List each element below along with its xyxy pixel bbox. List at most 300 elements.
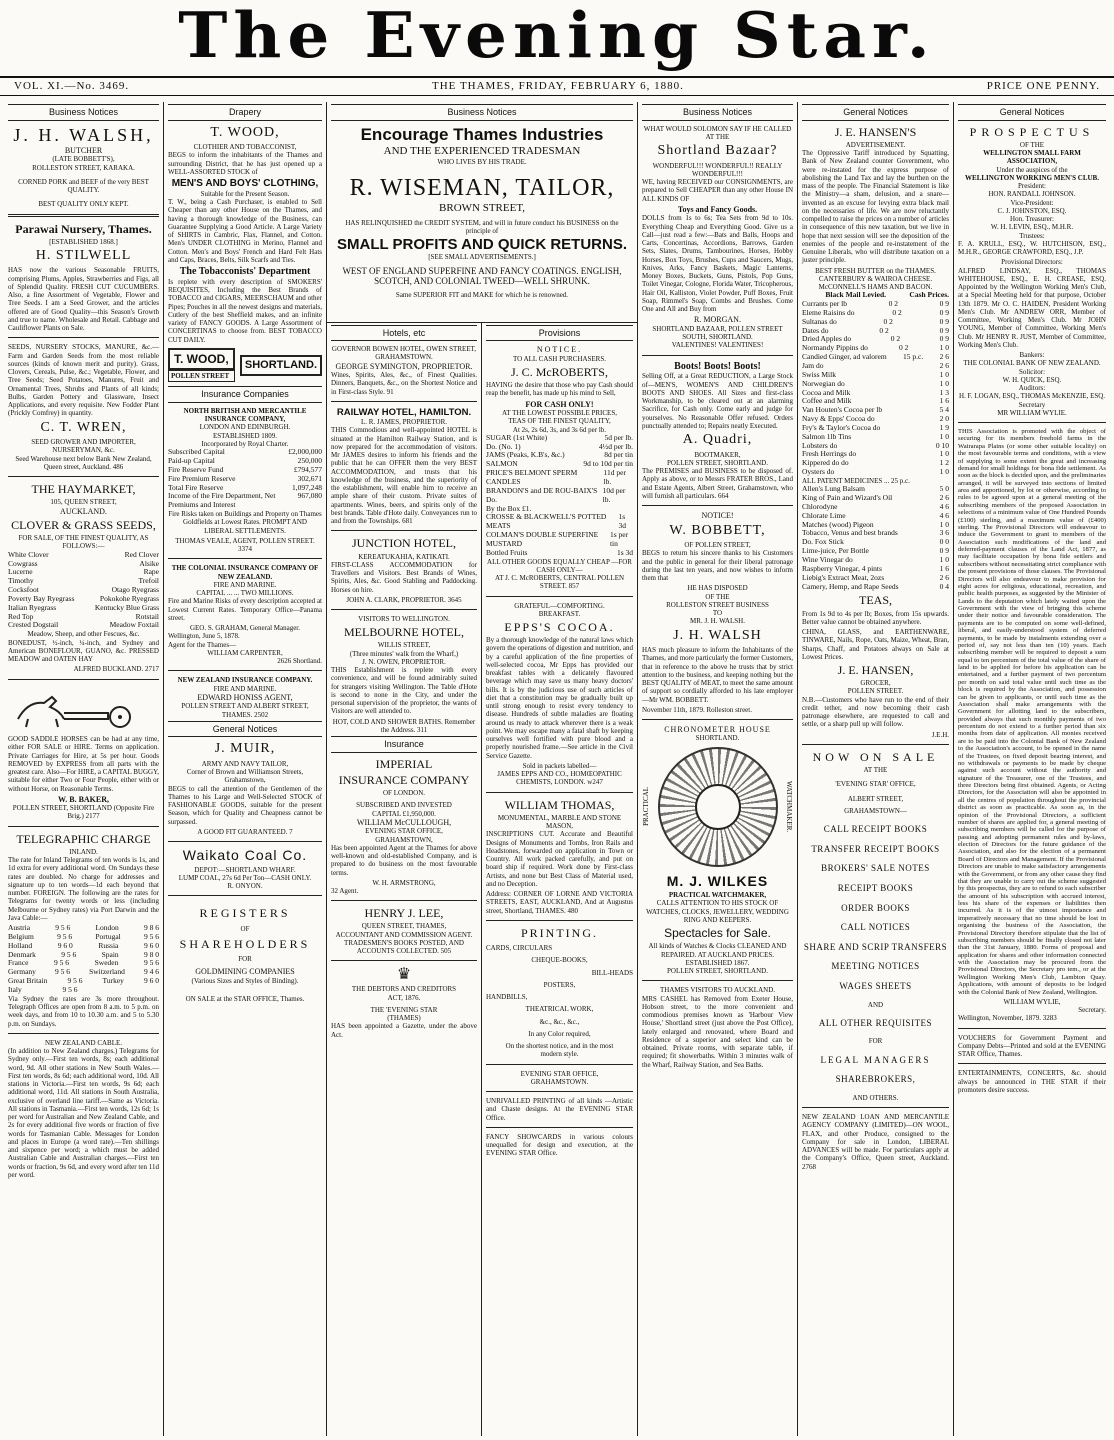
solicitor: W. H. QUICK, ESQ. <box>1002 375 1062 384</box>
wiseman-west: WEST OF ENGLAND SUPERFINE AND FANCY COATINGS. ENGLISH, SCOTCH, AND COLONIAL TWEED—WELL SHRUNK. <box>342 265 622 287</box>
price-row-cell: 0 2 <box>890 334 901 344</box>
price-row-cell: 0 4 <box>939 581 949 591</box>
walsh-late: (LATE BOBBETT'S), <box>52 155 115 164</box>
telegraph-rates <box>8 924 159 995</box>
book-item: RECEIPT BOOKS <box>837 882 914 893</box>
rate-row-cell: 9 5 6 <box>143 958 159 968</box>
muir-trade: ARMY AND NAVY TAILOR, <box>201 759 289 768</box>
china: CHINA, GLASS, and EARTHENWARE, TINWARE, Nails, Rope, Oats, Maize, Wheat, Bran, Sharps, Chaff, and Potatoes always on Sale at Lowest Prices. <box>802 628 949 661</box>
price-row-cell: 1 0 <box>939 431 949 441</box>
rate-row-cell: 9 6 0 <box>143 940 159 950</box>
toys-text: DOLLS from 1s to 6s; Tea Sets from 9d to 10s. Everything Cheap and Everything Good. Give us a Call—just read a few:—Bats and Balls, Hoops and Carts, Concertinas, Accordions, Barrows, Garden Sets, Slates, Drums, Tambourines, Horses, Hobby Horses, Box Toys, Brushes, Cups and Saucers, Mugs, Knives, Arks, Fancy Baskets, Magic Lanterns, Money Boxes, Buckets, Guns, Pistols, Pop Guns, Toilet Vinegar, Cologne, Florida Water, Tricopherous, Hair Oil, Kalliston, Violet Powder, Puff Boxes, Fruit Soap, Rimmel's Soap, Combs and Brushes. Come One and All and Buy from <box>642 214 793 314</box>
price-row-cell: SALMON <box>486 459 518 469</box>
divider <box>642 980 793 981</box>
quadri-text: The PREMISES and BUSINESS to be disposed of. Apply as above, or to Messrs FRATER BROS., Land and Estate Agents, Albert Street, Grahamstown, who will furnish all particulars. 664 <box>642 467 793 500</box>
act: ACT, 1876. <box>387 993 421 1002</box>
parawai-established: [ESTABLISHED 1868.] <box>49 237 118 246</box>
inland: INLAND. <box>69 847 98 856</box>
divider <box>331 609 477 610</box>
gazette: HAS been appointed a Gazette, under the above Act. <box>331 1022 477 1039</box>
wiseman-has: HAS RELINQUISHED the CREDIT SYSTEM, and will in future conduct his BUSINESS on the principle of <box>345 219 619 236</box>
price-row-cell: Candied Ginger, ad valorem <box>802 352 887 362</box>
nb-agent: THOMAS VEALE, AGENT, POLLEN STREET. 3374 <box>175 536 315 554</box>
lee-addr: QUEEN STREET, THAMES, <box>361 922 447 931</box>
price-row-cell: 0 9 <box>939 334 949 344</box>
junction-hotel: JUNCTION HOTEL, <box>352 536 456 551</box>
solicitor-t: Solicitor: <box>1018 367 1046 376</box>
junction-addr: KEREATUKAHIA, KATIKATI. <box>358 552 450 561</box>
nb: N.B.—Customers who have run to the end of their credit tether, and now becoming their cash patronage elsewhere, are requested to call and settle, or a sharp pull up will follow. <box>802 695 949 729</box>
rate-row-cell: Austria <box>8 923 31 933</box>
mcr-text: HAVING the desire that those who pay Cash should reap the benefit, has made up his mind to Sell, <box>486 381 633 398</box>
debtors: THE DEBTORS AND CREDITORS <box>351 985 457 994</box>
newspaper-title: The Evening Star. <box>178 0 936 73</box>
issue-date: THE THAMES, FRIDAY, FEBRUARY 6, 1880. <box>432 80 684 93</box>
book-item: ORDER BOOKS <box>841 902 910 913</box>
price-row <box>486 513 633 531</box>
rate-row <box>8 977 159 986</box>
wwmc: WELLINGTON WORKING MEN'S CLUB. <box>965 173 1099 182</box>
cable-text: (In addition to New Zealand charges.) Telegrams for Sydney only.—First ten words, 8s; each additional word, 9d. All other stations in New South Wales.—First ten words, 8s 6d; each additional word, 10d. All stations in Victoria.—First ten words, 9s 6d; each additional word, 11d. All stations in South Australia, exclusive of overland line tariff.—Same as Victoria. All stations in Tasmania.—First ten words, 12s 6d; 1s per word for Australian and New Zealand Cable, and 2s for every additional five words or fraction of five words for Tasmanian Cable. Messages for London and places in Europe (a word rate).—Ten shillings and sixpence per word; a which must be added Australian Cable and Australian charges.—First ten words or fraction, 9s 6d, and every word after ten 11d per word. <box>8 1047 159 1179</box>
walsh-trade: BUTCHER <box>64 145 103 155</box>
allkinds: All kinds of Watches & Clocks CLEANED AND REPAIRED. AT AUCKLAND PRICES. <box>648 942 787 959</box>
gov-hotel: GOVERNOR BOWEN HOTEL, OWEN STREET, GRAHAMSTOWN. <box>331 345 477 362</box>
president: HON. RANDALL JOHNSON. <box>988 190 1076 199</box>
sec: Secretary. <box>1078 1006 1106 1015</box>
price-row-cell: Do. (No. 1) <box>486 441 521 451</box>
haymarket-addr: 105, QUEEN STREET, <box>50 498 117 507</box>
teaprices: At 2s, 2s 6d, 3s, and 3s 6d per lb. <box>512 425 607 434</box>
waikato-onyon: R. ONYON. <box>227 882 263 891</box>
bootmaker: BOOTMAKER, <box>694 450 741 459</box>
rate-row-cell: 9 6 0 <box>57 940 73 950</box>
trustees: F. A. KRULL, ESQ., W. HUTCHISON, ESQ., M.H.R., GEORGE CRAWFORD, ESQ., J.P. <box>958 239 1106 257</box>
rate-row-cell: Great Britain <box>8 976 48 986</box>
junction-text: FIRST-CLASS ACCOMMODATION for Travellers and Visitors. Best Brands of Wines, Spirits, Ales, &c. Good Stabling and Paddocking. Horses on hire. <box>331 560 477 594</box>
price-row-cell: 0 2 <box>888 299 898 309</box>
divider <box>486 1127 633 1128</box>
capital-row-cell: 967,080 <box>297 491 322 501</box>
colonial-title: THE COLONIAL INSURANCE COMPANY OF NEW ZEALAND. <box>171 564 319 581</box>
book-item: BROKERS' SALE NOTES <box>821 863 930 874</box>
rate-row-cell: 9 5 6 <box>143 931 159 941</box>
divider <box>168 558 322 559</box>
cashel: MRS CASHEL has Removed from Exeter House, Hobson street, to the more convenient and commodious premises known as 'Harbour View House,' Shortland street (just above the Post Office), lately enlarged and renovated, where Board and Residence of a superior and select kind can be obtained. Private rooms, with separate table, if required; fit showerbaths. Within 3 minutes walk of the Wharf, Railway Station, and Sea Baths. <box>642 994 793 1069</box>
wren-sub: SEED GROWER AND IMPORTER, NURSERYMAN, &c. <box>31 438 136 455</box>
divider <box>486 920 633 921</box>
epps-text: By a thorough knowledge of the natural laws which govern the operations of digestion and nutrition, and by a careful application of the fine properties of well-selected cocoa, Mr Epps has provided our breakfast tables with a delicately flavoured beverage which may save us many heavy doctors' bills. It is by the judicious use of such articles of diet that a constitution may be gradually built up until strong enough to resist every tendency to disease. Hundreds of subtle maladies are floating around us ready to attack wherever there is a weak point. We may escape many a fatal shaft by keeping ourselves well fortified with pure blood and a properly nourished frame.—See article in the Civil Service Gazette. <box>486 636 633 760</box>
price-row-cell: Allen's Lung Balsam <box>802 484 866 494</box>
price-row-cell: Jam do <box>802 361 824 371</box>
rate-row <box>8 951 159 960</box>
agent: 32 Agent. <box>331 887 359 896</box>
divider <box>486 1091 633 1092</box>
divider <box>8 214 159 217</box>
price-row-cell: 2 6 <box>939 493 949 503</box>
price-row-cell: 1 0 <box>939 378 949 388</box>
seed-row-cell: Rotstail <box>135 611 159 621</box>
wonderful: WONDERFUL!!! WONDERFUL!! REALLY WONDERFUL!!! <box>652 161 783 178</box>
ofthe: OF THE <box>1019 140 1045 149</box>
morgan-addr: SHORTLAND BAZAAR, POLLEN STREET SOUTH, SHORTLAND. <box>652 324 783 341</box>
book-item: CALL NOTICES <box>840 922 911 933</box>
seed-row-cell: Crested Dogstail <box>8 620 59 630</box>
price-head-cash: Cash Prices. <box>909 290 949 300</box>
price-row-cell: 15 p.c. <box>903 352 924 362</box>
column-5 <box>798 102 954 1436</box>
seed-row-cell: Poverty Bay Ryegrass <box>8 593 75 603</box>
registers-for: FOR <box>238 955 252 964</box>
valentines: VALENTINES! VALENTINES! <box>671 341 764 350</box>
price-row-cell: SUGAR (1st White) <box>486 432 548 442</box>
section-header: General Notices <box>168 721 322 738</box>
price-row-cell: 2 0 <box>939 414 949 424</box>
agent-for: Agent for the Thames— <box>168 640 237 649</box>
atmcr: AT J. C. McROBERTS, CENTRAL POLLEN STREET. 857 <box>494 574 625 591</box>
price-row-cell: Normandy Pippins do <box>802 343 868 353</box>
seed-row-cell: Pokokohe Ryegrass <box>99 593 159 603</box>
colonial-text: Fire and Marine Risks of every description accepted at Lowest Current Rates. Temporary Office—Panama street. <box>168 597 322 622</box>
wiseman-see: [SEE SMALL ADVERTISEMENTS.] <box>428 253 536 262</box>
wiseman-ad <box>327 125 637 323</box>
rate-row-cell: Sweden <box>94 958 119 968</box>
trustees-t: Trustees: <box>1019 231 1045 240</box>
allother: ALL OTHER REQUISITES <box>818 1017 933 1028</box>
wgtn: Wellington, November, 1879. 3283 <box>958 1014 1057 1023</box>
section-header: Business Notices <box>8 104 159 121</box>
volume-number: VOL. XI.—No. 3469. <box>14 80 130 93</box>
monumental: MONUMENTAL, MARBLE AND STONE MASON, <box>497 813 622 831</box>
capital-row-cell: £794,577 <box>293 464 322 474</box>
wood-stamp <box>168 348 322 382</box>
divider <box>8 826 159 827</box>
stamp-street: POLLEN STREET <box>168 370 235 382</box>
price-row-cell: 2 6 <box>939 352 949 362</box>
butter: BEST FRESH BUTTER on the THAMES. CANTERBURY & WAIROA CHEESE. McCONNELL'S HAMS AND BACON. <box>815 266 936 292</box>
goldmining: GOLDMINING COMPANIES <box>195 967 295 977</box>
divider <box>802 744 949 745</box>
nb-capital-table <box>168 448 322 510</box>
books-list <box>802 824 949 991</box>
price-row-cell: 1 3 <box>939 387 949 397</box>
wood-text: BEGS to inform the inhabitants of the Thames and surrounding District, that he has just opened up a WELL-ASSORTED STOCK of <box>168 151 322 176</box>
sharebrokers: SHAREBROKERS, <box>835 1074 916 1085</box>
to: TO <box>712 609 723 618</box>
disposed: HE HAS DISPOSED <box>687 584 748 593</box>
price-row-cell: Eleme Raisins do <box>802 307 855 317</box>
price-row-cell: Oysters do <box>802 467 835 477</box>
divider <box>331 960 477 961</box>
telegraph-title: TELEGRAPHIC CHARGE <box>16 831 151 846</box>
carpenter: WILLIAM CARPENTER, <box>207 648 283 657</box>
thomas: WILLIAM THOMAS, <box>504 797 615 812</box>
price-row-cell: 1 0 <box>939 449 949 459</box>
others: AND OTHERS. <box>852 1093 899 1102</box>
rate-row-cell: 9 4 6 <box>143 967 159 977</box>
tocash: TO ALL CASH PURCHASERS. <box>513 354 606 363</box>
teas-text: From 1s 9d to 4s per lb; Boxes, from 15s upwards. Better value cannot be obtained anywhere. <box>802 609 949 626</box>
wsfa: WELLINGTON SMALL FARM ASSOCIATION, <box>983 149 1081 166</box>
morgan: R. MORGAN. <box>694 315 741 325</box>
rate-row-cell: 9 6 0 <box>143 976 159 986</box>
seed-row-cell: Kentucky Blue Grass <box>94 602 159 612</box>
wiseman-same: Same SUPERIOR FIT and MAKE for which he is renowned. <box>395 290 569 299</box>
cheque: CHEQUE-BOOKS, <box>531 956 588 965</box>
jhwalsh: J. H. WALSH <box>673 627 762 643</box>
seed-row-cell: Alsike <box>139 558 159 568</box>
president-t: President: <box>1018 182 1046 191</box>
cards: CARDS, CIRCULARS <box>486 944 553 953</box>
column-3-left <box>327 323 482 1436</box>
imperial: IMPERIAL <box>375 756 433 771</box>
price-row-cell: 2 6 <box>939 361 949 371</box>
price-row-cell: Matches (wood) Pigeon <box>802 519 874 529</box>
wood-trade: CLOTHIER AND TOBACCONIST, <box>193 143 297 152</box>
capital-row-cell: 302,671 <box>297 473 322 483</box>
column-2 <box>164 102 327 1436</box>
divider <box>168 841 322 842</box>
muir-fit: A GOOD FIT GUARANTEED. 7 <box>197 827 293 836</box>
registers: REGISTERS <box>199 906 291 921</box>
encourage-title: Encourage Thames Industries <box>360 124 604 144</box>
seed-row <box>8 621 159 630</box>
price-row <box>486 487 633 505</box>
rate-row-cell: 9 8 6 <box>144 923 159 933</box>
column-3-split <box>327 323 637 1436</box>
quadri-addr: POLLEN STREET, SHORTLAND. <box>667 458 768 467</box>
rate-row-cell: Portugal <box>95 931 121 941</box>
symington-text: Wines, Spirits, Ales, &c., of Finest Qualities. Dinners, Banquets, &c., on the Shortest Notice and in First-class Style. 91 <box>331 371 477 396</box>
lee-trade: ACCOUNTANT AND COMMISSION AGENT. <box>335 930 473 939</box>
divider <box>8 1033 159 1034</box>
wood-name: T. WOOD, <box>210 124 280 140</box>
price-row-cell: 0 2 <box>892 307 902 317</box>
price-row-cell: 1 0 <box>939 554 949 564</box>
wood-text2: T. W., being a Cash Purchaser, is enabled to Sell Cheaper than any other House on the Thames, and having a thorough knowledge of the Business, can Guarantee Supplying a Good Article. A Large Variety of SHIRTS in Cambric, Flax, Flannel, and Cotton. Men's UNDER CLOTHING in Merino, Flannel and Cotton. Men's and Boys' French and Hard Felt Hats and Caps, Braces, Belts, Silk Scarfs and Ties. <box>168 198 322 264</box>
crest-icon: ♛ <box>396 966 412 984</box>
capital-row-cell: Paid-up Capital <box>168 456 215 466</box>
owen: J. N. OWEN, PROPRIETOR. <box>362 657 446 666</box>
color: In any Color required, <box>528 1029 591 1038</box>
price-row-cell: 1 0 <box>939 467 949 477</box>
encourage-sub: AND THE EXPERIENCED TRADESMAN <box>383 144 581 157</box>
seed-row-cell: Otago Ryegrass <box>111 585 159 595</box>
column-1 <box>4 102 164 1436</box>
jepps: JAMES EPPS AND CO., HOMŒOPATHIC CHEMISTS, LONDON. w247 <box>497 770 622 787</box>
rate-row-cell: Germany <box>8 967 36 977</box>
onsale: ON SALE at the STAR OFFICE, Thames. <box>185 994 305 1003</box>
price-row-cell: 4 6 <box>939 501 949 511</box>
auspices: Under the auspices of the <box>996 165 1068 174</box>
james: L. R. JAMES, PROPRIETOR. <box>360 418 448 427</box>
capital-row-cell: Income of the Fire Department, Net Premiums and Interest <box>168 491 276 510</box>
est1867: ESTABLISHED 1867. <box>685 958 750 967</box>
price-row-cell: Tobacco, Venus and best brands <box>802 528 898 538</box>
price-row-cell: Cocoa and Milk <box>802 387 851 397</box>
price-row-cell: Fresh Herrings do <box>802 449 857 459</box>
nb-est: ESTABLISHED 1809. <box>213 431 277 440</box>
divider <box>331 530 477 531</box>
thames: (THAMES) <box>387 1014 421 1023</box>
price-row-cell: BRANDON'S and DE ROU-BAIX'S Do. <box>486 485 598 504</box>
watches: WATCHES, CLOCKS, JEWELLERY, WEDDING RING AND KEEPERS. <box>646 907 789 924</box>
theatrical: THEATRICAL WORK, <box>525 1005 594 1014</box>
visitors-wellington: VISITORS TO WELLINGTON. <box>358 615 450 624</box>
price-row <box>486 549 633 558</box>
price-row-cell: 0 10 <box>935 440 949 450</box>
rate-row-cell: France <box>8 958 29 968</box>
columns <box>4 102 1110 1436</box>
divider <box>331 900 477 901</box>
prov: ALFRED LINDSAY, ESQ., THOMAS WHITEHOUSE, ESQ., E. H. CREASE, ESQ. Appointed by the Wellington Working Men's Club, at a Special Meeting held for that purpose, October 13th 1879. Mr O. C. HAIDEN, President Working Men's Club. Mr ANDREW ORR, Member of Committee, Working Men's Club. Mr JOHN YOUNG, Member of Committee, Working Men's Club. Mr HENRY R. JUST, Member of Committee, Working Men's Club. <box>958 266 1106 349</box>
divider <box>958 422 1106 423</box>
seed-row-cell: Italian Ryegrass <box>8 602 57 612</box>
divider <box>331 401 477 402</box>
rate-row-cell: 9 8 0 <box>143 949 159 959</box>
dateline <box>0 76 1114 96</box>
price-row-cell: Chlorodyne <box>802 501 838 511</box>
price-row-cell: Swiss Milk <box>802 369 836 379</box>
seed-row-cell: Cowgrass <box>8 558 38 568</box>
notice: NOTICE! <box>701 511 734 521</box>
treas-t: Hon. Treasurer: <box>1010 215 1054 224</box>
toys: Toys and Fancy Goods. <box>677 204 758 214</box>
rate-row-cell: Turkey <box>102 976 124 986</box>
clover-title: CLOVER & GRASS SEEDS, <box>11 518 156 533</box>
baker-addr: POLLEN STREET, SHORTLAND (Opposite Fire Brig.) 2177 <box>12 804 155 821</box>
section-header: Drapery <box>168 104 322 121</box>
price-row-cell: CROSSE & BLACKWELL'S POTTED MEATS <box>486 512 607 531</box>
price-row-cell: Lime-juice, Per Bottle <box>802 546 869 556</box>
capital-row <box>168 492 322 510</box>
section-header: Business Notices <box>642 104 793 121</box>
price-row-cell: Raspberry Vinegar, 4 pints <box>802 563 882 573</box>
price-row-cell: By the Box £1. <box>486 503 532 513</box>
seed-row-cell: Rape <box>143 567 159 577</box>
hansen-prices-2 <box>802 485 949 591</box>
vp-t: Vice-President: <box>1010 198 1054 207</box>
price-row-cell: 5 4 <box>939 405 949 415</box>
book-item: MEETING NOTICES <box>831 961 920 972</box>
vp: C. J. JOHNSTON, ESQ. <box>997 206 1067 215</box>
waikato-depot: DEPOT:—SHORTLAND WHARF. <box>194 865 296 874</box>
price-row-cell: 0 9 <box>939 299 949 309</box>
chrono: CHRONOMETER HOUSE <box>664 725 771 735</box>
walsh-line1: CORNED PORK and BEEF of the very BEST QUALITY. <box>18 177 149 195</box>
telegraph-text: The rate for Inland Telegrams of ten words is 1s, and 1d extra for every additional word. On Sundays these rates are doubled. No charge for addresses and signature up to ten words—1d each beyond that number. FOREIGN. The following are the rates for Telegrams for twenty words or less (including Melbourne or Sydney rates) via Port Darwin and the Java Cable:— <box>8 856 159 922</box>
sold: Sold in packets labelled— <box>522 761 597 770</box>
price-row-cell: Dates do <box>802 325 829 335</box>
rate-row-cell: Denmark <box>8 949 36 959</box>
allother: ALL OTHER GOODS EQUALLY CHEAP —FOR CASH ONLY— <box>487 557 632 574</box>
capital-row-cell: 250,000 <box>297 456 322 466</box>
armstrong: W. H. ARMSTRONG, <box>372 878 436 887</box>
rate-row-cell: 9 5 6 <box>54 958 70 968</box>
capital-row-cell: £2,000,000 <box>288 447 322 457</box>
price-row-cell: 0 2 <box>879 325 889 335</box>
capital-row-cell: Fire Reserve Fund <box>168 464 224 474</box>
stilwell-name: H. STILWELL <box>35 247 132 263</box>
symington: GEORGE SYMINGTON, PROPRIETOR. <box>335 361 473 371</box>
divider <box>486 792 633 793</box>
nb-title: NORTH BRITISH AND MERCANTILE INSURANCE COMPANY, <box>183 406 307 424</box>
albert: ALBERT STREET, <box>847 794 904 803</box>
section-header: Hotels, etc <box>331 325 477 342</box>
rate-row-cell: 9 5 6 <box>61 949 77 959</box>
horses-text: GOOD SADDLE HORSES can be had at any time, either FOR SALE or HIRE. Terms on application. Private Carriages for Hire, at 5s per hour. Goods REMOVED by EXPRESS from all parts with the greatest care. Also—For HIRE, a CAPITAL BUGGY, suitable for either Two or Four People, either with or without Horse, on Reasonable Terms. <box>8 735 159 793</box>
book-item: SHARE AND SCRIP TRANSFERS <box>803 941 948 952</box>
nzins-fm: FIRE AND MARINE. <box>213 684 277 693</box>
wilkes: M. J. WILKES <box>666 872 769 889</box>
clark: JOHN A. CLARK, PROPRIETOR. 3645 <box>346 595 462 604</box>
for: FOR <box>868 1037 883 1046</box>
auditors: H. F. LOGAN, ESQ., THOMAS McKENZIE, ESQ. <box>958 392 1106 401</box>
price-row-cell: Norwegian do <box>802 378 845 388</box>
price-row-cell: 1 6 <box>939 563 949 573</box>
book-item: WAGES SHEETS <box>839 980 912 991</box>
nb-inc: Incorporated by Royal Charter. <box>201 439 289 448</box>
rolleston: ROLLESTON STREET BUSINESS <box>666 600 769 609</box>
auckland: AUCKLAND. <box>60 506 107 516</box>
muir-name: J. MUIR, <box>214 741 276 757</box>
solomon: WHAT WOULD SOLOMON SAY IF HE CALLED AT THE <box>643 124 792 141</box>
price-head-levied: Black Mail Levied. <box>825 290 887 300</box>
graham2: GRAHAMSTOWN. <box>530 1077 589 1086</box>
price-row-cell: Sultanas do <box>802 316 837 326</box>
auditors-t: Auditors: <box>1018 384 1046 393</box>
imperial-co: INSURANCE COMPANY <box>338 772 470 787</box>
masthead <box>0 0 1114 73</box>
star: THE 'EVENING STAR <box>370 1005 438 1014</box>
eso: EVENING STAR OFFICE, <box>365 827 443 836</box>
graham-manager: GEO. S. GRAHAM, General Manager. <box>189 624 301 633</box>
price-row-cell: PRICE'S BELMONT SPERM CANDLES <box>486 468 578 486</box>
mrwalsh: MR. J. H. WALSH. <box>690 617 745 626</box>
provisions-prices <box>486 434 633 558</box>
rate-row-cell: Spain <box>101 949 119 959</box>
eso-quote: 'EVENING STAR' OFFICE, <box>835 780 916 789</box>
bobbett-text: BEGS to return his sincere thanks to his Customers and the public in general for their liberal patronage during the last ten years, and now wishes to inform them that <box>642 549 793 583</box>
colonial-fm: FIRE AND MARINE. <box>213 580 277 589</box>
thomas-addr: Address: CORNER OF LORNE AND VICTORIA STREETS, EAST, AUCKLAND, And at Augustus street, Shortland, THAMES. 480 <box>486 890 633 915</box>
honiss-addr: POLLEN STREET AND ALBERT STREET, THAMES. 2502 <box>181 702 309 719</box>
fescue: Meadow, Sheep, and other Fescues, &c. <box>27 630 140 639</box>
hansen: J. E. HANSEN'S <box>834 124 917 139</box>
treas: W. H. LEVIN, ESQ., M.H.R. <box>990 223 1074 232</box>
walsh-text: HAS much pleasure to inform the Inhabitants of the Thames, and more particularly the former Customers, that in reference to the above he trusts that by strict attention to the business, and keeping nothing but the BEST QUALITY of MEAT, to meet the same amount of support so cordially afforded to his late employer—Mr WM. BOBBETT. <box>642 646 793 704</box>
price-row-cell: 1 0 <box>939 343 949 353</box>
calls: CALLS ATTENTION TO HIS STOCK OF <box>656 899 779 908</box>
chrono-sh: SHORTLAND. <box>695 734 740 743</box>
bobbett: W. BOBBETT, <box>669 522 766 538</box>
price-row-cell: 0 9 <box>939 546 949 556</box>
waikato-title: Waikato Coal Co. <box>182 847 308 864</box>
price-row <box>802 583 949 592</box>
price-row-cell: 9d to 10d per tin <box>583 459 633 469</box>
railway-text: THIS Commodious and well-appointed HOTEL is situated at the Hamilton Railway Station, and is now prepared for the accommodation of visitors. Mr JAMES desires to inform his friends and the public that he can OFFER them the very BEST ACCOMMODATION, and trusts that his knowledge of the business, and the superiority of the establishment, will enable him to receive an ample share of their custom. Private suites of apartments. Wines, beers, and spirits only of the best brands. Table d'Hote daily. Conveyances run to and from the Townships. 681 <box>331 426 477 526</box>
prov-t: Provisional Directors: <box>1001 258 1063 267</box>
seed-row-cell: White Clover <box>8 549 49 559</box>
modern: modern style. <box>540 1050 579 1059</box>
seed-row-cell: Timothy <box>8 576 34 586</box>
section-header: Business Notices <box>331 104 633 121</box>
price-row-cell: 0 0 <box>939 537 949 547</box>
of-pollen: OF POLLEN STREET, <box>684 541 751 550</box>
wiseman-name: R. WISEMAN, TAILOR, <box>349 174 615 201</box>
section-header: General Notices <box>958 104 1106 121</box>
prospectus-body: THIS Association is promoted with the object of securing for its members freehold farms in the Wairarapa Plains (or some other suitable locality) on the most favourable terms and conditions, with a view of supplying to some extent the great and increasing demand for small holdings for bona fide settlement. As soon as the block is decided upon, and the preliminaries arranged, it will be surveyed into sections of limited area and apportioned, by lot or otherwise, according to rules to be agreed upon at a general meeting of the subscribing members of the proposed Association in selections of a minimum value of One Hundred Pounds (£100) sterling, and a maximum value of (£400) sterling. The Provisional Directors will endeavour to induce the Government to grant to members of the Association such modifications of the land and deferred-payment clauses of the Land Act, 1877, as may facilitate occupation by bona fide settlers and subscribers without necessitating strict compliance with the present provisions of those clauses. The Provisional Directors will also endeavour to make provision for eight acres for religious, educational, recreation, and public health purposes, as suggested by the Minister of Lands to the deputation which lately waited upon the Government with the view of bringing this scheme under their notice and favourable consideration. The payments are to be computed on some well-defined, liberal, and easily-understood system of deferred payments, to be made by instalments extending over a period of, say not less than ten (10) years. Each subscribing member will be required to deposit a sum equal to ten percentum of the total value of the share of land to be applied for before his application can be entertained, and a further payment of two percentum per month on said total value until such time as the block is required by the Association, and possession can be given to applicants, or until such time as the Association shall make arrangements with the Government for allotting land to the subscribers, provided always that such monthly payments of two percentum do not extend to a further period than six months from date of application. All monies received are to be paid into the Colonial Bank of New Zealand to the Association's account, to be opened in the name of the Trustees, on fixed deposit bearing interest, and no withdrawals or payments to be made by cheque against such account without the authority and signature of the Treasurer, one of the Trustees, and three Directors being first obtained. Agents, or Acting Directors, for the Association will also be appointed in all the centres of population throughout the provincial district as soon as practicable. As soon as, in the opinion of the Provisional Directors, a sufficient number of shares are applied for, a general meeting of subscribing members will be called for the purpose of passing and adopting permanent rules and by-laws, election of Directors for the future guidance of the Association, and also for the election of a permanent Board of Directors and Management. If the Provisional Directors are unable to make satisfactory arrangements with the Government, or from any other cause they find that they are unable to carry out the scheme suggested by this prospectus, they are to refund to each subscriber the amount of his subscription with accrued interest, less his share of the expenses or liabilities then incurred. As it is of the utmost importance and imperatively necessary that no time should be lost in organising the business of the Association, the Provisional Directory therefore stipulate that the list of subscribing members should be finally closed not later than the 31st January, 1880. Forms of proposal and application for shares and other information connected with the Association may be procured from the Provisional Directors, the Secretary pro tem., or at the Wellington Working Men's Club, Lambton Quay. Applications, with amount of deposits to be lodged with the Colonial Bank of New Zealand, Wellington. <box>958 428 1106 996</box>
price-row-cell: 5d per lb. <box>604 432 633 442</box>
